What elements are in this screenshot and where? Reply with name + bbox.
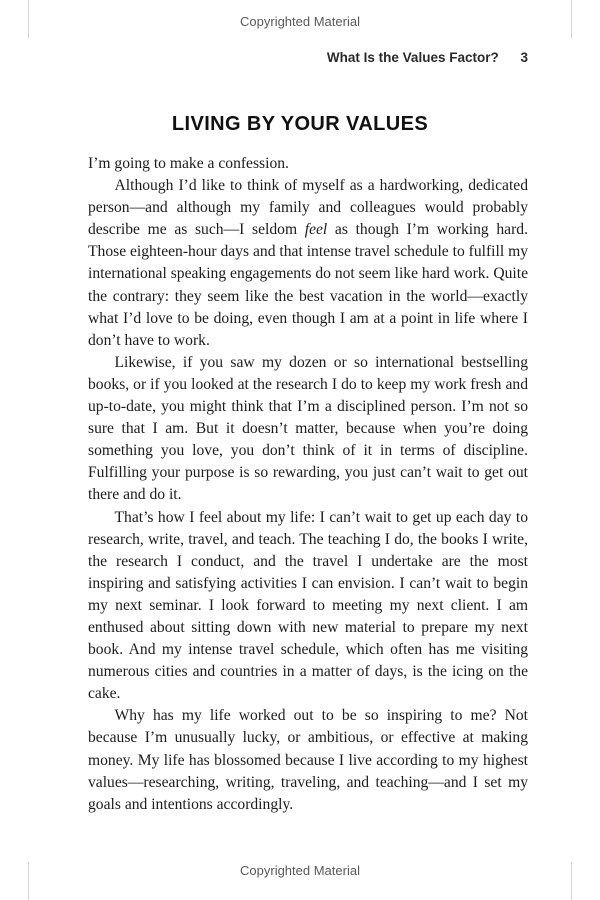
copyright-watermark-top: Copyrighted Material: [240, 14, 360, 29]
paragraph-hardworking: [88, 175, 528, 352]
section-heading: LIVING BY YOUR VALUES: [171, 113, 429, 135]
running-header: [88, 50, 528, 65]
paragraph-highest-values: Why has my life worked out to be so inspiring to me? Not because I’m unusually lucky, or ambitious, or effective at making money. My life has blossomed because I live according to my highest values—researching, writing, traveling, and teaching—and I set my goals and intentions accordingly.: [88, 707, 528, 813]
body-text: [88, 153, 528, 816]
paragraph-discipline: Likewise, if you saw my dozen or so international bestselling books, or if you looked at the research I do to keep my work fresh and up-to-date, you might think that I’m a disciplined person. I’m not so sure that I am. But it doesn’t matter, because when you’re doing something you love, you don’t think of it in terms of discipline. Fulfilling your purpose is so rewarding, you just can’t wait to get out there and do it.: [88, 353, 528, 504]
running-header-title: What Is the Values Factor?: [326, 50, 499, 65]
page-number: 3: [520, 50, 528, 65]
paragraph-daily-life: That’s how I feel about my life: I can’t wait to get up each day to research, write, travel, and teach. The teaching I do, the books I write, the research I conduct, and the travel I undertake are the most inspiring and satisfying activities I can envision. I can’t wait to begin my next seminar. I look forward to meeting my next client. I am enthused about sitting down with new material to prepare my next book. And my intense travel schedule, which often has me visiting numerous cities and countries in a matter of days, is the icing on the cake.: [88, 508, 528, 703]
paragraph-text: Although I’d like to think of myself as a hardworking, dedicated person—and although my family and colleagues would probably describe me as such—I seldom: [88, 177, 528, 239]
paragraph-confession: I’m going to make a confession.: [88, 155, 289, 172]
copyright-watermark-bottom: Copyrighted Material: [240, 863, 360, 878]
paragraph-text: as though I’m working hard. Those eighteen-hour days and that intense travel schedule to fulfill my international speaking engagements do not seem like hard work. Quite the contrary: they seem like the best vacation in the world—exactly what I’d love to be doing, even though I am at a point in life where I don’t have to work.: [88, 221, 528, 349]
italic-word-feel: feel: [304, 221, 328, 239]
